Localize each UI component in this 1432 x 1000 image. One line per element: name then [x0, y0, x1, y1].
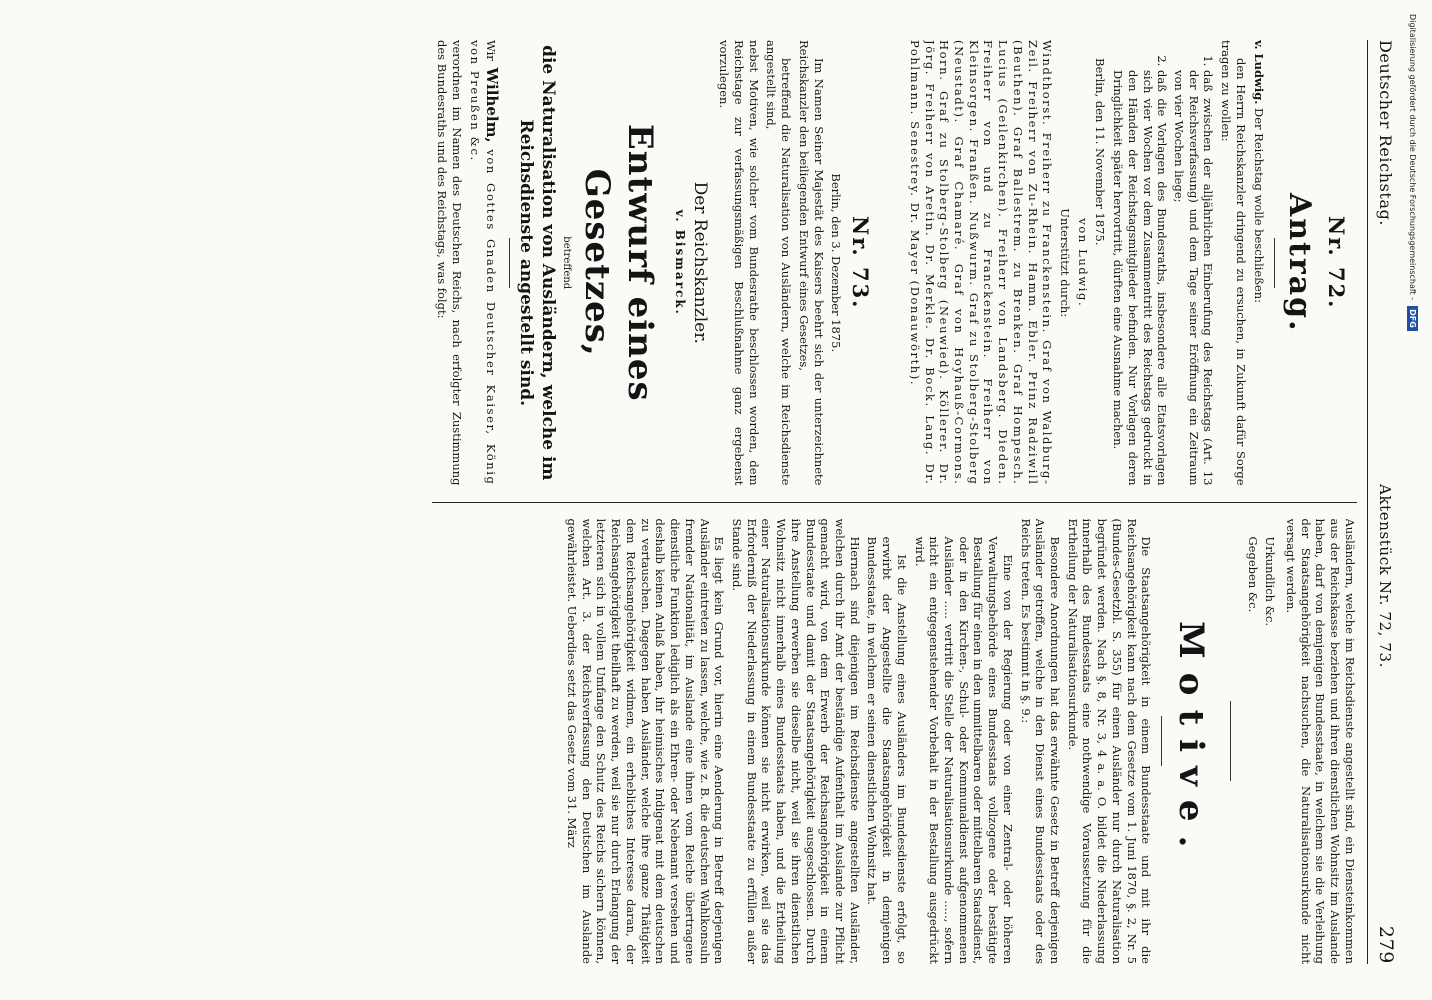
antrag-title: Antrag. — [1282, 192, 1318, 333]
separator — [1230, 701, 1231, 781]
left-column — [432, 40, 1357, 486]
motive-paragraph: Die Staatsangehörigkeit in einem Bundesstaate und mit ihr die Reichsangehörigkeit kann nach dem Gesetze vom 1. Juni 1870, §. 2, Nr. 5 (Bundes-Gesetzbl. S. 355) für einen Ausländer nur durch Naturalisation begründet werden. Nach §. 8, Nr. 3, 4 a. a. O. bildet die Niederlassung innerhalb des Bundesstaats eine nothwendige Voraussetzung für die Ertheilung der Naturalisationsurkunde. — [1065, 518, 1154, 964]
entwurf-title: Entwurf eines Gesetzes, — [576, 123, 661, 402]
rotated-page — [28, 4, 1406, 994]
separator — [1274, 238, 1275, 288]
separator — [1161, 716, 1162, 766]
urkundlich-line: Urkundlich &c. — [1263, 536, 1278, 627]
nr-72-heading: Nr. 72. — [1323, 216, 1349, 310]
wilhelm-name: Wilhelm, — [483, 67, 502, 143]
wilhelm-lead: Wir — [484, 40, 499, 61]
column-divider — [432, 502, 1357, 503]
nr-73-date: Berlin, den 3. Dezember 1875. — [829, 173, 844, 353]
quoted-paragraph: Ist die Anstellung eines Ausländers im Bundesdienste erfolgt, so erwirbt der Angestellte die Staatsangehörigkeit in demjenigen Bundesstaate, in welchem er seinen dienstlichen Wohnsitz hat. — [865, 536, 909, 964]
wilhelm-title: von Gottes Gnaden Deutscher Kaiser, König von Preußen &c. — [467, 40, 499, 486]
betreffend-label: betreffend — [561, 236, 573, 290]
header-doc-number: Aktenstück Nr. 72, 73. — [1376, 484, 1394, 669]
dfg-logo-icon: DFG — [1407, 306, 1418, 331]
verordnen-text: verordnen im Namen des Deutschen Reichs, nach erfolgter Zustimmung des Bundesraths und des Reichstags, was folgt: — [435, 40, 465, 486]
quoted-paragraph: Eine von der Regierung oder von einer Zentral- oder höheren Verwaltungsbehörde eines Bundesstaats vollzogene oder bestätigte Bestallung für einen in den unmittelbaren oder mittelbaren Staatsdienst, oder in den Kirchen-, Schul- oder Kommunaldienst aufgenommenen Ausländer ..... vertritt die Stelle der Naturalisationsurkunde ....., sofern nicht ein entgegenstehender Vorbehalt in der Bestallung ausgedrückt wird. — [912, 536, 1015, 964]
motion-item: 1. daß zwischen der alljährlichen Einberufung des Reichstags (Art. 13 der Reichsverfassung) und dem Tage seiner Eröffnung ein Zeitraum von vier Wochen liege; — [1171, 70, 1215, 486]
header-rule — [1367, 40, 1368, 964]
motive-paragraph: Hiernach sind diejenigen im Reichsdienste angestellten Ausländer, welchen durch ihr Amt der beständige Aufenthalt im Auslande zur Pflicht gemacht wird, von dem Erwerb der Reichsangehörigkeit in einem Bundesstaate und damit der Staatsangehörigkeit ausgeschlossen. Durch ihre Anstellung erwerben sie dieselbe nicht, weil sie ihren dienstlichen Wohnsitz nicht innerhalb eines Bundesstaats haben, und die Ertheilung einer Naturalisationsurkunde können sie nicht erwirken, weil sie das Erforderniß der Niederlassung in einem Bundesstaate zu erfüllen außer Stande sind. — [729, 518, 862, 964]
supported-label: Unterstützt durch: — [1058, 208, 1073, 318]
footer-text: Digitalisierung gefördert durch die Deutsche Forschungsgemeinschaft - — [1408, 14, 1417, 301]
motive-title: Motive. — [1170, 621, 1211, 862]
motion-items — [1110, 40, 1215, 486]
digitization-footer — [1407, 14, 1418, 331]
page-number: 279 — [1375, 925, 1397, 964]
motion-author: v. Ludwig. — [1251, 40, 1266, 105]
law-article-text: Ausländern, welche im Reichsdienste angestellt sind, ein Diensteinkommen aus der Reichskasse beziehen und ihren dienstlichen Wohnsitz im Auslande haben, darf von demjenigen Bundesstaate, in welchem sie die Verleihung der Staatsangehörigkeit nachsuchen, die Naturalisationsurkunde nicht versagt werden. — [1284, 518, 1357, 964]
signature-title: Der Reichskanzler. — [690, 181, 711, 344]
motion-item: 2. daß die Vorlagen des Bundesraths, insbesondere alle Etatsvorlagen sich vier Wochen vor dem Zusammentritt des Reichstags gedruckt in den Händen der Reichstagsmitglieder befinden. Nur Vorlagen deren Dringlichkeit später hervortritt, dürften eine Ausnahme machen. — [1110, 70, 1169, 486]
gegeben-line: Gegeben &c. — [1245, 536, 1260, 613]
law-subject: die Naturalisation von Ausländern, welche im Reichsdienste angestellt sind. — [516, 45, 558, 481]
motive-paragraph: Es liegt kein Grund vor, hierin eine Aenderung in Betreff derjenigen Ausländer eintreten zu lassen, welche, wie z. B. die deutschen Wahlkonsuln fremder Nationalität, im Auslande eine ihnen vom Reiche übertragene dienstliche Funktion lediglich als ein Ehren- oder Nebenamt versehen und deshalb keinen Anlaß haben, ihr heimisches Indigenat mit dem deutschen zu vertauschen. Dagegen haben Ausländer, welche ihre ganze Thätigkeit dem Reichsangehörigkeit widmen, ein erhebliches Interesse daran, der Reichsangehörigkeit theilhaft zu werden, weil sie nur durch Erlangung der letzteren sich in vollem Umfange den Schutz des Reichs sichern können, welchen Art. 3. der Reichsverfassung den Deutschen im Auslande gewährleistet. Ueberdies setzt das Gesetz vom 31. März — [565, 518, 727, 964]
motion-intro: Der Reichstag wolle beschließen: — [1251, 108, 1266, 303]
motion-signer: von Ludwig. — [1075, 218, 1090, 308]
nr-73-intro: Im Namen Seiner Majestät des Kaisers beehrt sich der unterzeichnete Reichskanzler den beiliegenden Entwurf eines Gesetzes, — [796, 40, 826, 486]
separator — [509, 238, 510, 288]
supporters-list: Windthorst. Freiherr zu Franckenstein. Graf von Waldburg-Zeil. Freiherr von Zu-Rhein. Hamm. Ebler. Prinz Radziwill (Beuthen). Graf Ballestrem. zu Brenken. Graf Hompesch. Lucius (Geilenkirchen). Freiherr von Landsberg. Dieden. Freiherr von und zu Franckenstein. Freiherr von Kleinsorgen. Franßen. Nußwurm. Graf zu Stolberg-Stolberg (Neustadt). Graf Chamaré. Graf von Hoyhauß-Cormons. Horn. Graf zu Stolberg-Stolberg (Neuwied). Köllerer. Dr. Jörg. Freiherr von Aretin. Dr. Merkle. Dr. Bock. Lang. Dr. Pohlmann. Senestrey. Dr. Mayer (Donauwörth). — [907, 40, 1055, 486]
right-column — [432, 519, 1357, 965]
page-header — [1370, 40, 1398, 964]
nr-73-closing: nebst Motiven, wie solcher vom Bundesrathe beschlossen worden, dem Reichstage zur verfassungsmäßigen Beschlußnahme ganz ergebenst vorzulegen. — [717, 40, 761, 486]
header-title: Deutscher Reichstag. — [1376, 40, 1395, 227]
motive-paragraph: Besondere Anordnungen hat das erwähnte Gesetz in Betreff derjenigen Ausländer getroffen, welche in den Dienst eines Bundesstaats oder des Reichs treten. Es bestimmt in §. 9.: — [1018, 518, 1063, 964]
motion-date: Berlin, den 11. November 1875. — [1093, 58, 1108, 246]
signature-name: v. Bismarck. — [672, 209, 687, 316]
motion-request: den Herrn Reichskanzler dringend zu ersuchen, in Zukunft dafür Sorge tragen zu wollen: — [1219, 40, 1248, 486]
nr-73-subject-line: betreffend die Naturalisation von Ausländern, welche im Reichsdienste angestellt sind, — [764, 40, 794, 486]
nr-73-heading: Nr. 73. — [848, 216, 874, 310]
